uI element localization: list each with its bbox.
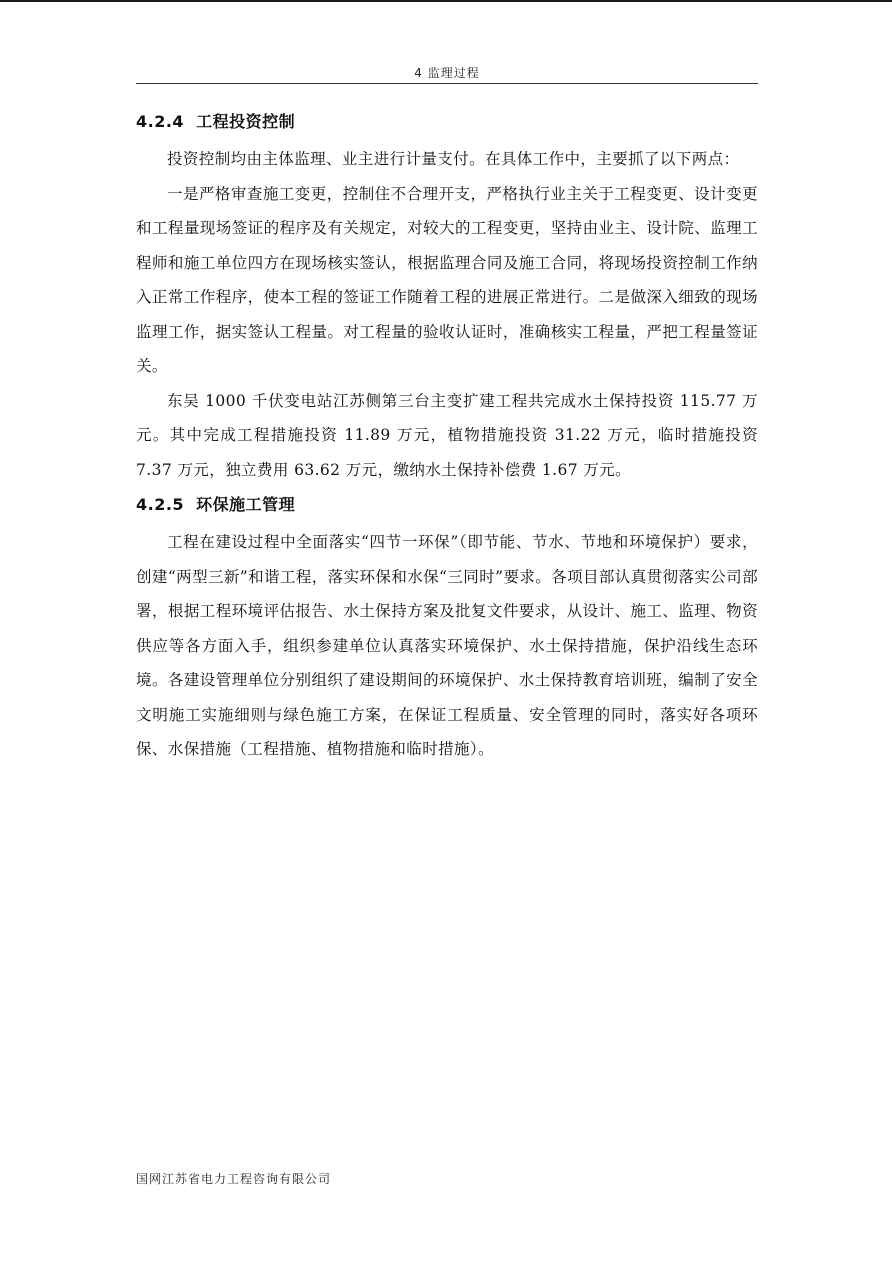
paragraph-environmental-management: 工程在建设过程中全面落实“四节一环保”（即节能、节水、节地和环境保护）要求，创建“两型三新”和谐工程，落实环保和水保“三同时”要求。各项目部认真贯彻落实公司部署，根据工程环境评估报告、水土保持方案及批复文件要求，从设计、施工、监理、物资供应等各方面入手，组织参建单位认真落实环境保护、水土保持措施，保护沿线生态环境。各建设管理单位分别组织了建设期间的环境保护、水土保持教育培训班，编制了安全文明施工实施细则与绿色施工方案，在保证工程质量、安全管理的同时，落实好各项环保、水保措施（工程措施、植物措施和临时措施）。 <box>136 533 758 758</box>
section-number: 4.2.5 <box>136 495 185 514</box>
page-top-border <box>0 0 892 2</box>
section-number: 4.2.4 <box>136 112 185 131</box>
header-rule <box>136 83 758 84</box>
paragraph-investment-intro: 投资控制均由主体监理、业主进行计量支付。在具体工作中，主要抓了以下两点： <box>167 150 740 168</box>
section-title: 工程投资控制 <box>196 112 296 131</box>
section-heading-4-2-4 <box>136 108 758 136</box>
running-header: 4 监理过程 <box>414 66 480 80</box>
section-title: 环保施工管理 <box>196 495 296 514</box>
section-heading-4-2-5 <box>136 491 758 519</box>
footer-company: 国网江苏省电力工程咨询有限公司 <box>136 1172 332 1186</box>
paragraph-change-control: 一是严格审查施工变更，控制住不合理开支，严格执行业主关于工程变更、设计变更和工程量现场签证的程序及有关规定，对较大的工程变更，坚持由业主、设计院、监理工程师和施工单位四方在现场核实签认，根据监理合同及施工合同，将现场投资控制工作纳入正常工作程序，使本工程的签证工作随着工程的进展正常进行。二是做深入细致的现场监理工作，据实签认工程量。对工程量的验收认证时，准确核实工程量，严把工程量签证关。 <box>136 184 758 375</box>
document-body <box>136 108 758 767</box>
paragraph-investment-figures: 东吴 1000 千伏变电站江苏侧第三台主变扩建工程共完成水土保持投资 115.77 万元。其中完成工程措施投资 11.89 万元，植物措施投资 31.22 万元，临时措施投资 7.37 万元，独立费用 63.62 万元，缴纳水土保持补偿费 1.67 万元。 <box>136 391 758 479</box>
